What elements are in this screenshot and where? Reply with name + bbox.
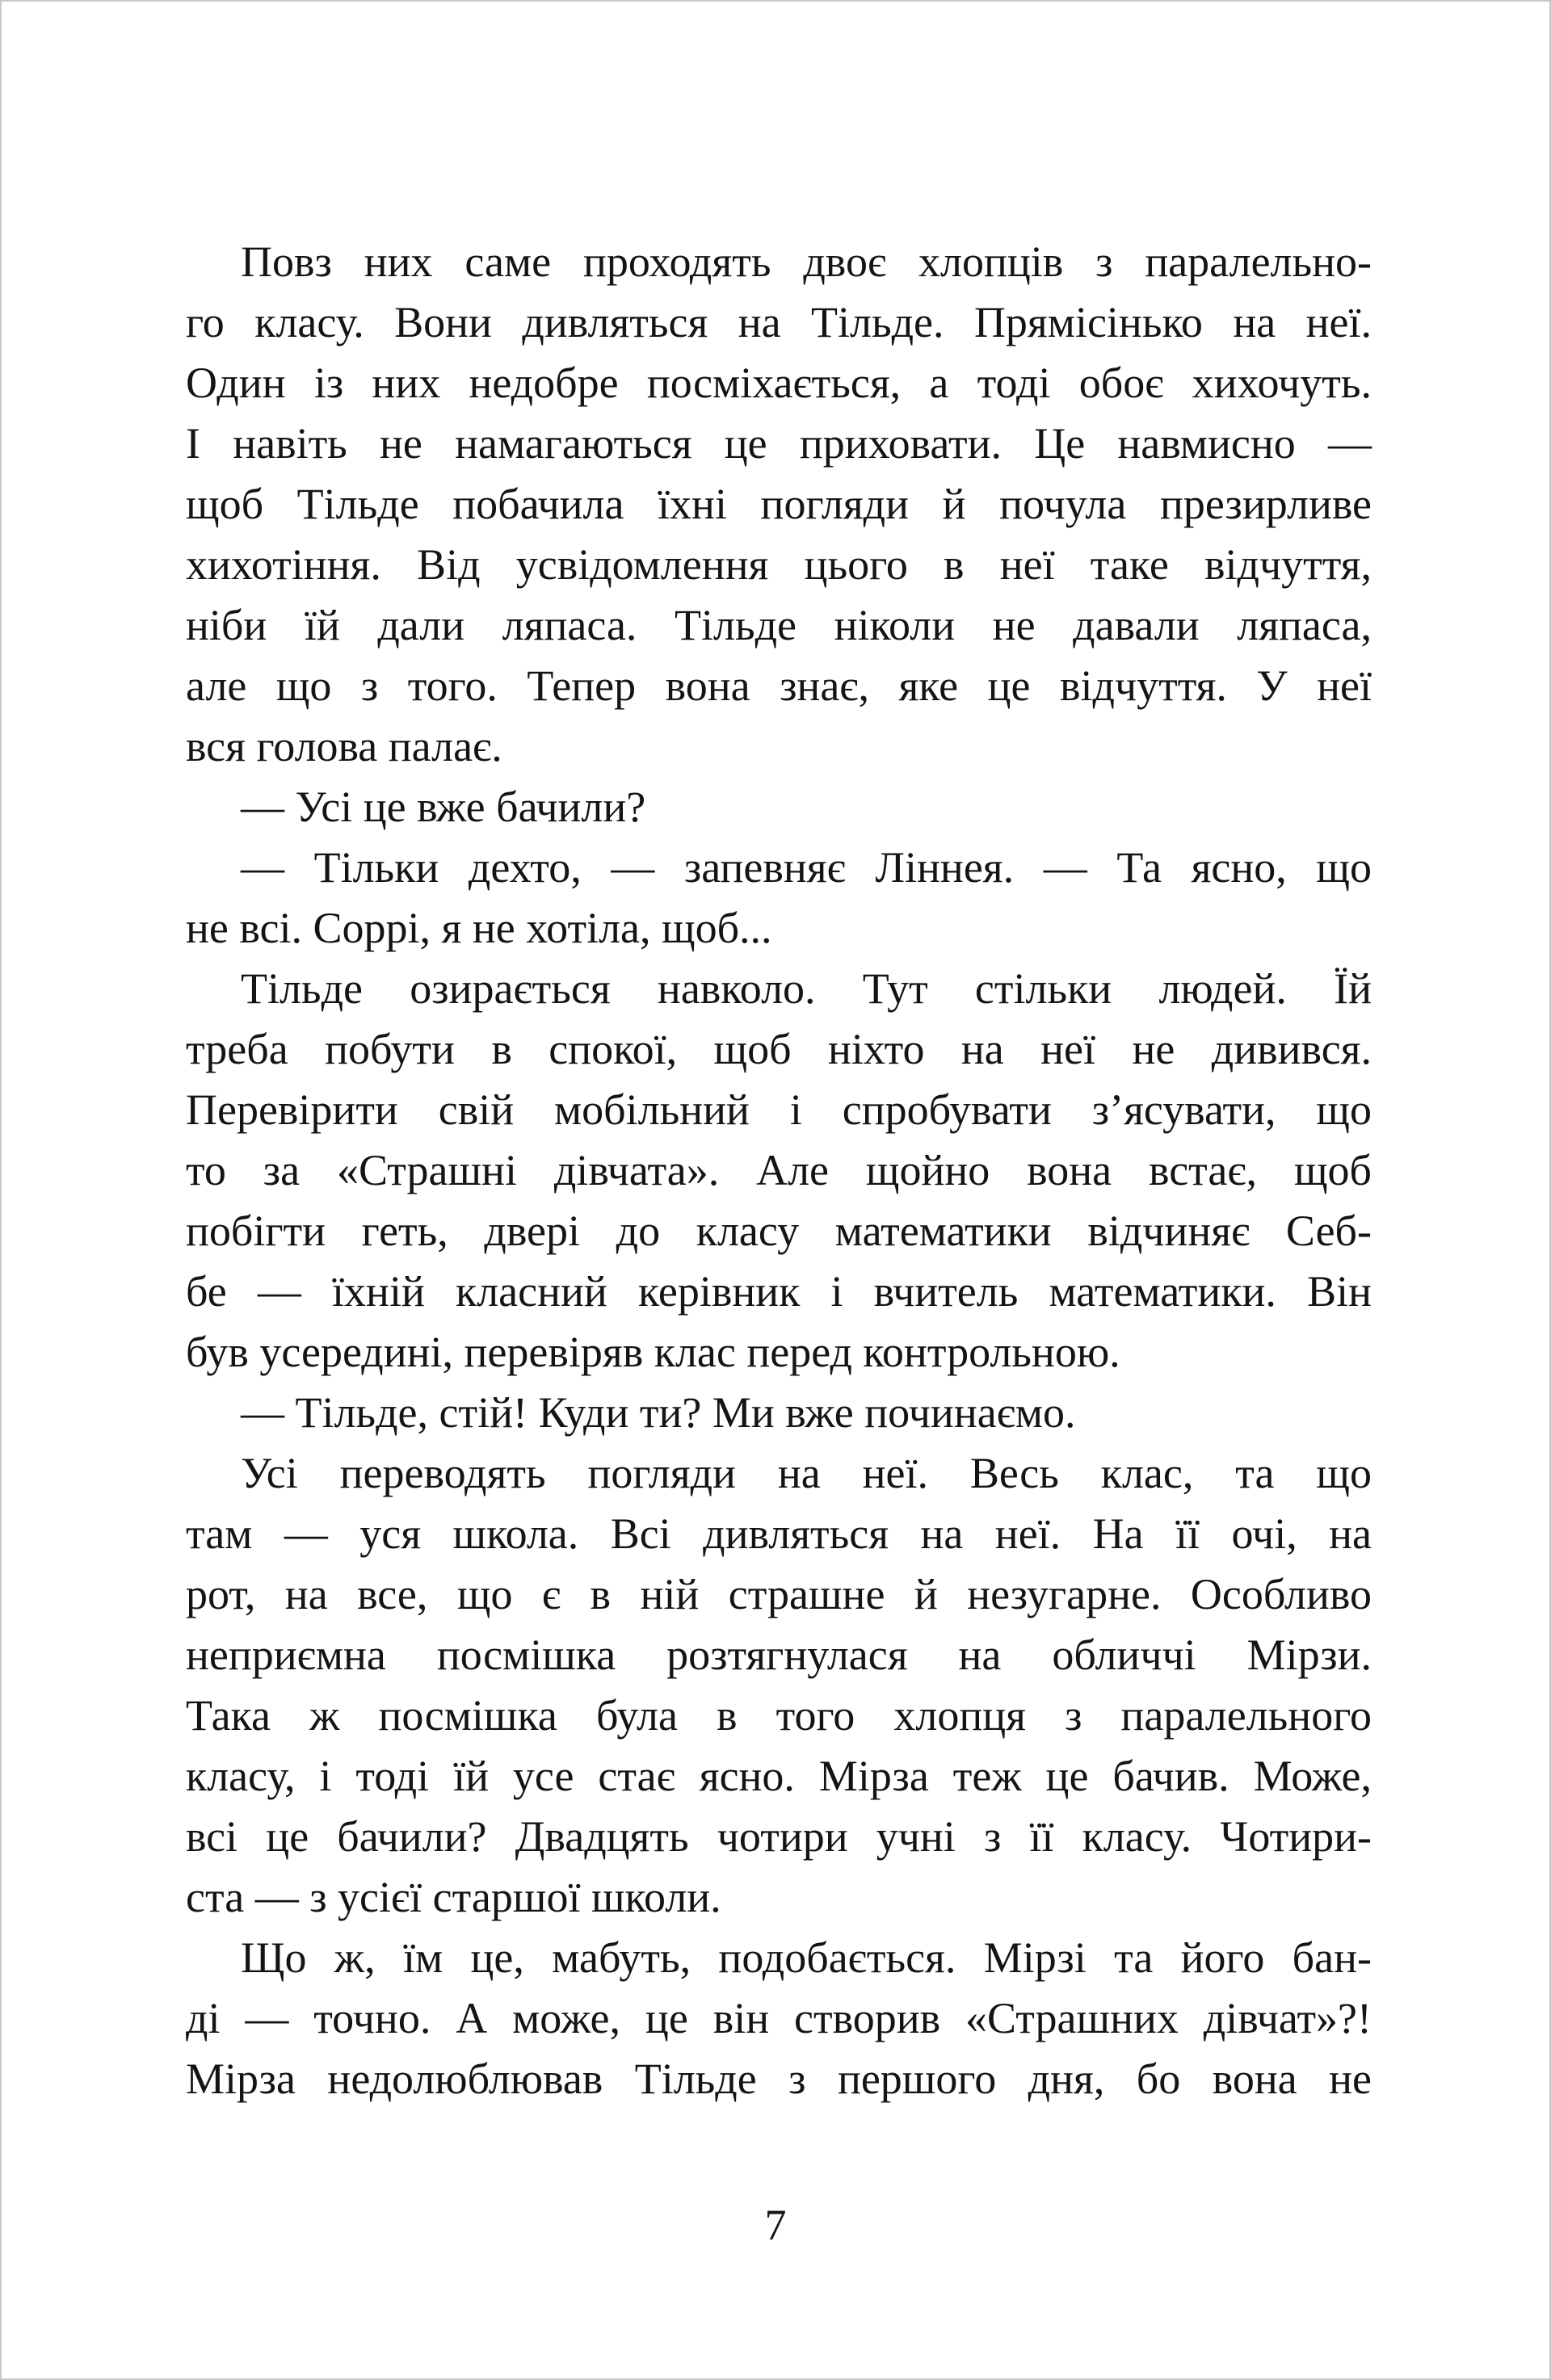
- text-line: вся голова палає.: [186, 722, 502, 770]
- text-line: класу, і тоді їй усе стає ясно. Мірза теж це бачив. Може,: [186, 1752, 1372, 1800]
- text-line: неприємна посмішка розтягнулася на обличчі Мірзи.: [186, 1631, 1372, 1679]
- text-line: Тільде озирається навколо. Тут стільки людей. Їй: [241, 964, 1372, 1013]
- text-line: І навіть не намагаються це приховати. Це навмисно —: [186, 419, 1372, 468]
- text-line: ніби їй дали ляпаса. Тільде ніколи не давали ляпаса,: [186, 601, 1372, 649]
- dialogue-line: — Тільде, стій! Куди ти? Ми вже починаємо.: [241, 1388, 1076, 1437]
- text-line: го класу. Вони дивляться на Тільде. Прямісінько на неї.: [186, 298, 1372, 346]
- text-line: Така ж посмішка була в того хлопця з паралельного: [186, 1691, 1372, 1740]
- dialogue-line: — Усі це вже бачили?: [241, 783, 646, 831]
- text-line: там — уся школа. Всі дивляться на неї. На її очі, на: [186, 1509, 1372, 1558]
- text-line: треба побути в спокої, щоб ніхто на неї не дивився.: [186, 1025, 1372, 1073]
- body-text: [186, 232, 1372, 2109]
- text-line: не всі. Соррі, я не хотіла, щоб...: [186, 904, 772, 952]
- text-line: Що ж, їм це, мабуть, подобається. Мірзі та його бан-: [241, 1933, 1372, 1982]
- text-line: ста — з усієї старшої школи.: [186, 1873, 721, 1921]
- text-line: хихотіння. Від усвідомлення цього в неї таке відчуття,: [186, 540, 1372, 589]
- text-line: Мірза недолюблював Тільде з першого дня, бо вона не: [186, 2055, 1372, 2103]
- text-line: побігти геть, двері до класу математики відчиняє Себ-: [186, 1207, 1372, 1255]
- text-line: бе — їхній класний керівник і вчитель математики. Він: [186, 1267, 1372, 1316]
- text-line: рот, на все, що є в ній страшне й незугарне. Особливо: [186, 1570, 1372, 1618]
- text-line: то за «Страшні дівчата». Але щойно вона встає, щоб: [186, 1146, 1372, 1194]
- text-line: Один із них недобре посміхається, а тоді обоє хихочуть.: [186, 359, 1372, 407]
- text-line: всі це бачили? Двадцять чотири учні з її класу. Чотири-: [186, 1812, 1372, 1861]
- text-line: Перевірити свій мобільний і спробувати з’ясувати, що: [186, 1085, 1372, 1134]
- text-line: але що з того. Тепер вона знає, яке це відчуття. У неї: [186, 661, 1372, 710]
- text-line: ді — точно. А може, це він створив «Страшних дівчат»?!: [186, 1994, 1372, 2042]
- text-line: Повз них саме проходять двоє хлопців з паралельно-: [241, 237, 1372, 286]
- page-number: 7: [764, 2201, 787, 2249]
- text-line: Усі переводять погляди на неї. Весь клас, та що: [241, 1449, 1372, 1497]
- text-line: був усередині, перевіряв клас перед контрольною.: [186, 1328, 1120, 1376]
- text-line: щоб Тільде побачила їхні погляди й почула презирливе: [186, 480, 1372, 528]
- dialogue-line: — Тільки дехто, — запевняє Ліннея. — Та ясно, що: [241, 843, 1372, 892]
